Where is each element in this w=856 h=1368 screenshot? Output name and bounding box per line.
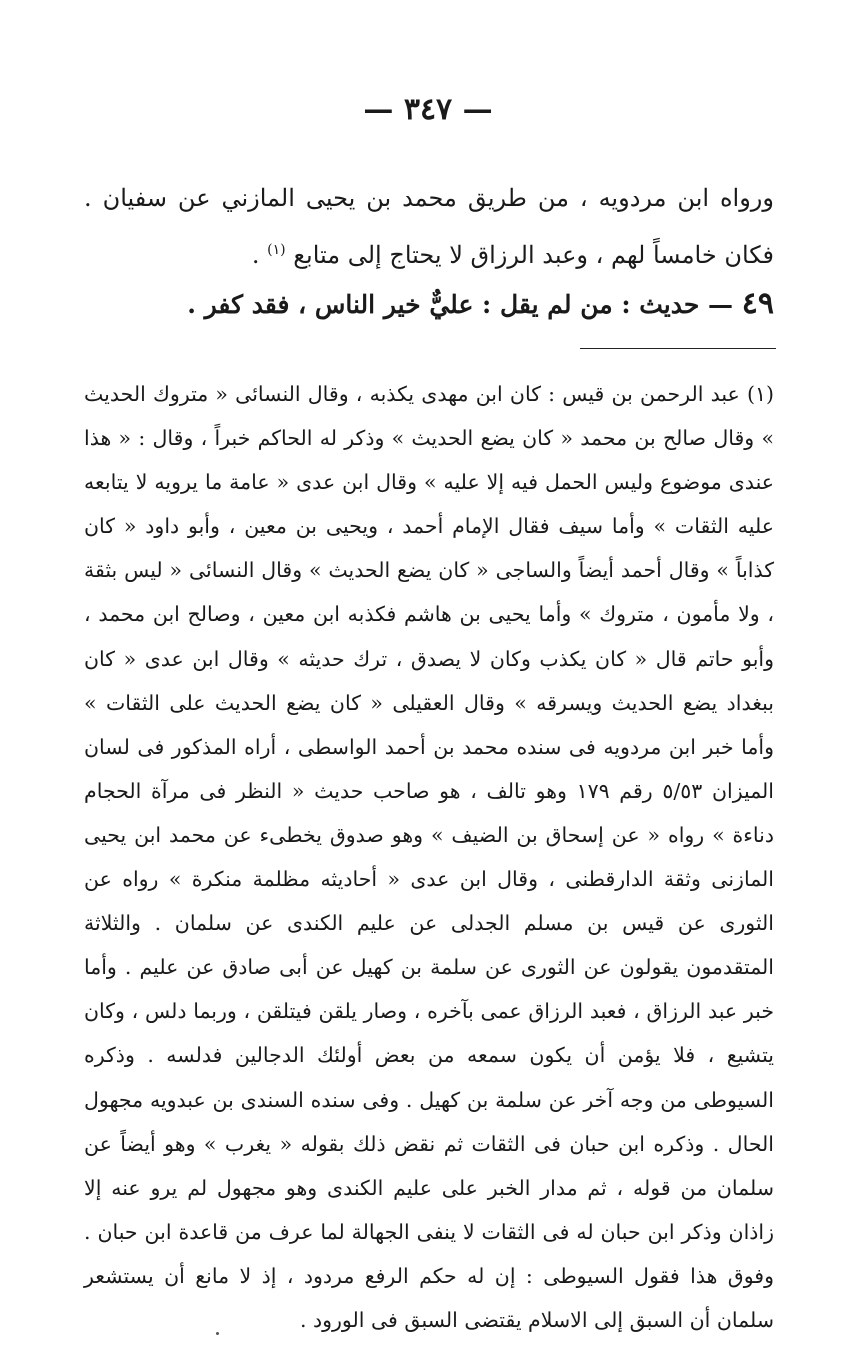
main-paragraph <box>84 172 774 281</box>
main-paragraph-block <box>84 172 774 281</box>
footnote-paragraph <box>84 372 774 1342</box>
hadith-text: من لم يقل : عليٌّ خير الناس ، فقد كفر . <box>187 290 622 319</box>
footnote-marker: (١) <box>746 382 774 406</box>
main-paragraph-text: ورواه ابن مردويه ، من طريق محمد بن يحيى المازني عن سفيان . فكان خامساً لهم ، وعبد الرزاق لا يحتاج إلى متابع <box>84 184 774 269</box>
footnote-reference: (١) <box>267 242 286 258</box>
scan-speck <box>216 1332 219 1335</box>
main-paragraph-end: . <box>251 241 268 269</box>
hadith-heading <box>187 282 774 327</box>
footnote-separator <box>580 348 776 349</box>
hadith-number: ٤٩ <box>741 286 774 321</box>
footnote-block <box>84 372 774 1342</box>
page-number: — ٣٤٧ — <box>363 92 493 127</box>
hadith-label: — حديث : <box>621 290 734 319</box>
footnote-text: عبد الرحمن بن قيس : كان ابن مهدى يكذبه ، وقال النسائى « متروك الحديث » وقال صالح بن محمد « كان يضع الحديث » وذكر له الحاكم خبراً ، وقال : « هذا عندى موضوع وليس الحمل فيه إلا عليه » وقال ابن عدى « عامة ما يرويه لا يتابعه عليه الثقات » وأما سيف فقال الإمام أحمد ، ويحيى بن معين ، وأبو داود « كان كذاباً » وقال أحمد أيضاً والساجى « كان يضع الحديث » وقال النسائى « ليس بثقة ، ولا مأمون ، متروك » وأما يحيى بن هاشم فكذبه ابن معين ، وصالح ابن محمد ، وأبو حاتم قال « كان يكذب وكان لا يصدق ، ترك حديثه » وقال ابن عدى « كان ببغداد يضع الحديث ويسرقه » وقال العقيلى « كان يضع الحديث على الثقات » وأما خبر ابن مردويه فى سنده محمد بن أحمد الواسطى ، أراه المذكور فى لسان الميزان ٥/٥٣ رقم ١٧٩ وهو تالف ، هو صاحب حديث « النظر فى مرآة الحجام دناءة » رواه « عن إسحاق بن الضيف » وهو صدوق يخطىء عن محمد ابن يحيى المازنى وثقة الدارقطنى ، وقال ابن عدى « أحاديثه مظلمة منكرة » رواه عن الثورى عن قيس بن مسلم الجدلى عن عليم الكندى عن سلمان . والثلاثة المتقدمون يقولون عن الثورى عن سلمة بن كهيل عن أبى صادق عن عليم . وأما خبر عبد الرزاق ، فعبد الرزاق عمى بآخره ، وصار يلقن فيتلقن ، وربما دلس ، وكان يتشيع ، فلا يؤمن أن يكون سمعه من بعض أولئك الدجالين فدلسه . وذكره السيوطى من وجه آخر عن سلمة بن كهيل . وفى سنده السندى بن عبدويه مجهول الحال . وذكره ابن حبان فى الثقات ثم نقض ذلك بقوله « يغرب » وهو أيضاً عن سلمان من قوله ، ثم مدار الخبر على عليم الكندى وهو مجهول لم يرو عنه إلا زاذان وذكر ابن حبان له فى الثقات لا ينفى الجهالة لما عرف من قاعدة ابن حبان . وفوق هذا فقول السيوطى : إن له حكم الرفع مردود ، إذ لا مانع أن يستشعر سلمان أن السبق إلى الاسلام يقتضى السبق فى الورود . <box>84 382 774 1332</box>
